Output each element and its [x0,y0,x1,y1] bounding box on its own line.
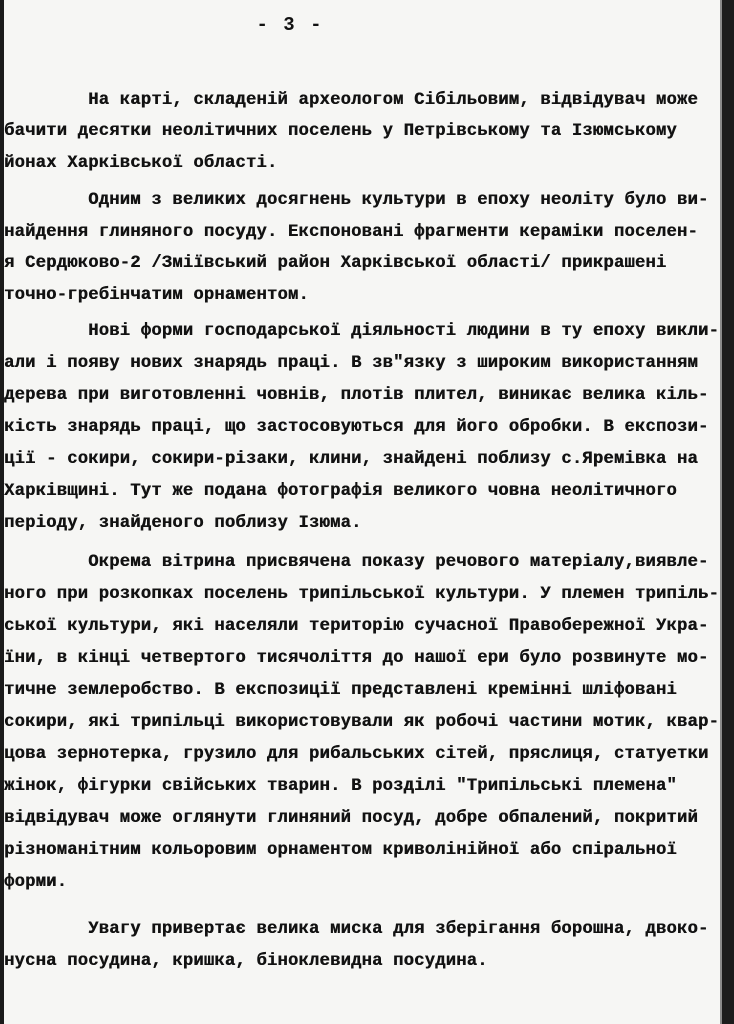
text-line: Нові форми господарської діяльності людини в ту епоху викли- [4,322,719,341]
text-line: точно-гребінчатим орнаментом. [4,286,309,305]
text-line: ного при розкопках поселень трипільської культури. У племен трипіль- [4,585,719,604]
text-line: али і появу нових знарядь праці. В зв"язку з широким використанням [4,354,698,373]
text-line: Увагу привертає велика миска для зберігання борошна, двоко- [4,920,709,939]
text-line: періоду, знайденого поблизу Ізюма. [4,514,362,533]
text-line: кість знарядь праці, що застосовуються для його обробки. В експози- [4,418,709,437]
text-line: тичне землеробство. В експозиції представлені кремінні шліфовані [4,681,677,700]
page-number: - 3 - [256,14,324,36]
text-line: Окрема вітрина присвячена показу речового матеріалу,виявле- [4,553,709,572]
text-line: нусна посудина, кришка, біноклевидна посудина. [4,952,488,971]
text-line: Харківщині. Тут же подана фотографія великого човна неолітичного [4,482,677,501]
scan-right-edge [722,0,734,1024]
text-line: ції - сокири, сокири-різаки, клини, знайдені поблизу с.Яремівка на [4,450,698,469]
text-line: ської культури, які населяли територію сучасної Правобережної Укра- [4,617,709,636]
text-line: цова зернотерка, грузило для рибальських сітей, пряслиця, статуетки [4,745,709,764]
text-line: дерева при виготовленні човнів, плотів плител, виникає велика кіль- [4,386,709,405]
text-line: їни, в кінці четвертого тисячоліття до нашої ери було розвинуте мо- [4,649,709,668]
text-line: На карті, складеній археологом Сібільовим, відвідувач може [4,91,698,110]
text-line: йонах Харківської області. [4,154,278,173]
text-line: форми. [4,873,68,892]
text-line: бачити десятки неолітичних поселень у Петрівському та Ізюмському [4,122,677,141]
text-line: жінок, фігурки свійських тварин. В розділі "Трипільські племена" [4,777,677,796]
text-line: відвідувач може оглянути глиняний посуд, добре обпалений, покритий [4,809,698,828]
text-line: я Сердюково-2 /Зміївський район Харківської області/ прикрашені [4,254,667,273]
text-line: найдення глиняного посуду. Експоновані фрагменти кераміки поселен- [4,223,698,242]
text-line: різноманітним кольоровим орнаментом криволінійної або спіральної [4,841,677,860]
text-line: сокири, які трипільці використовували як робочі частини мотик, квар- [4,713,719,732]
text-line: Одним з великих досягнень культури в епоху неоліту було ви- [4,191,709,210]
